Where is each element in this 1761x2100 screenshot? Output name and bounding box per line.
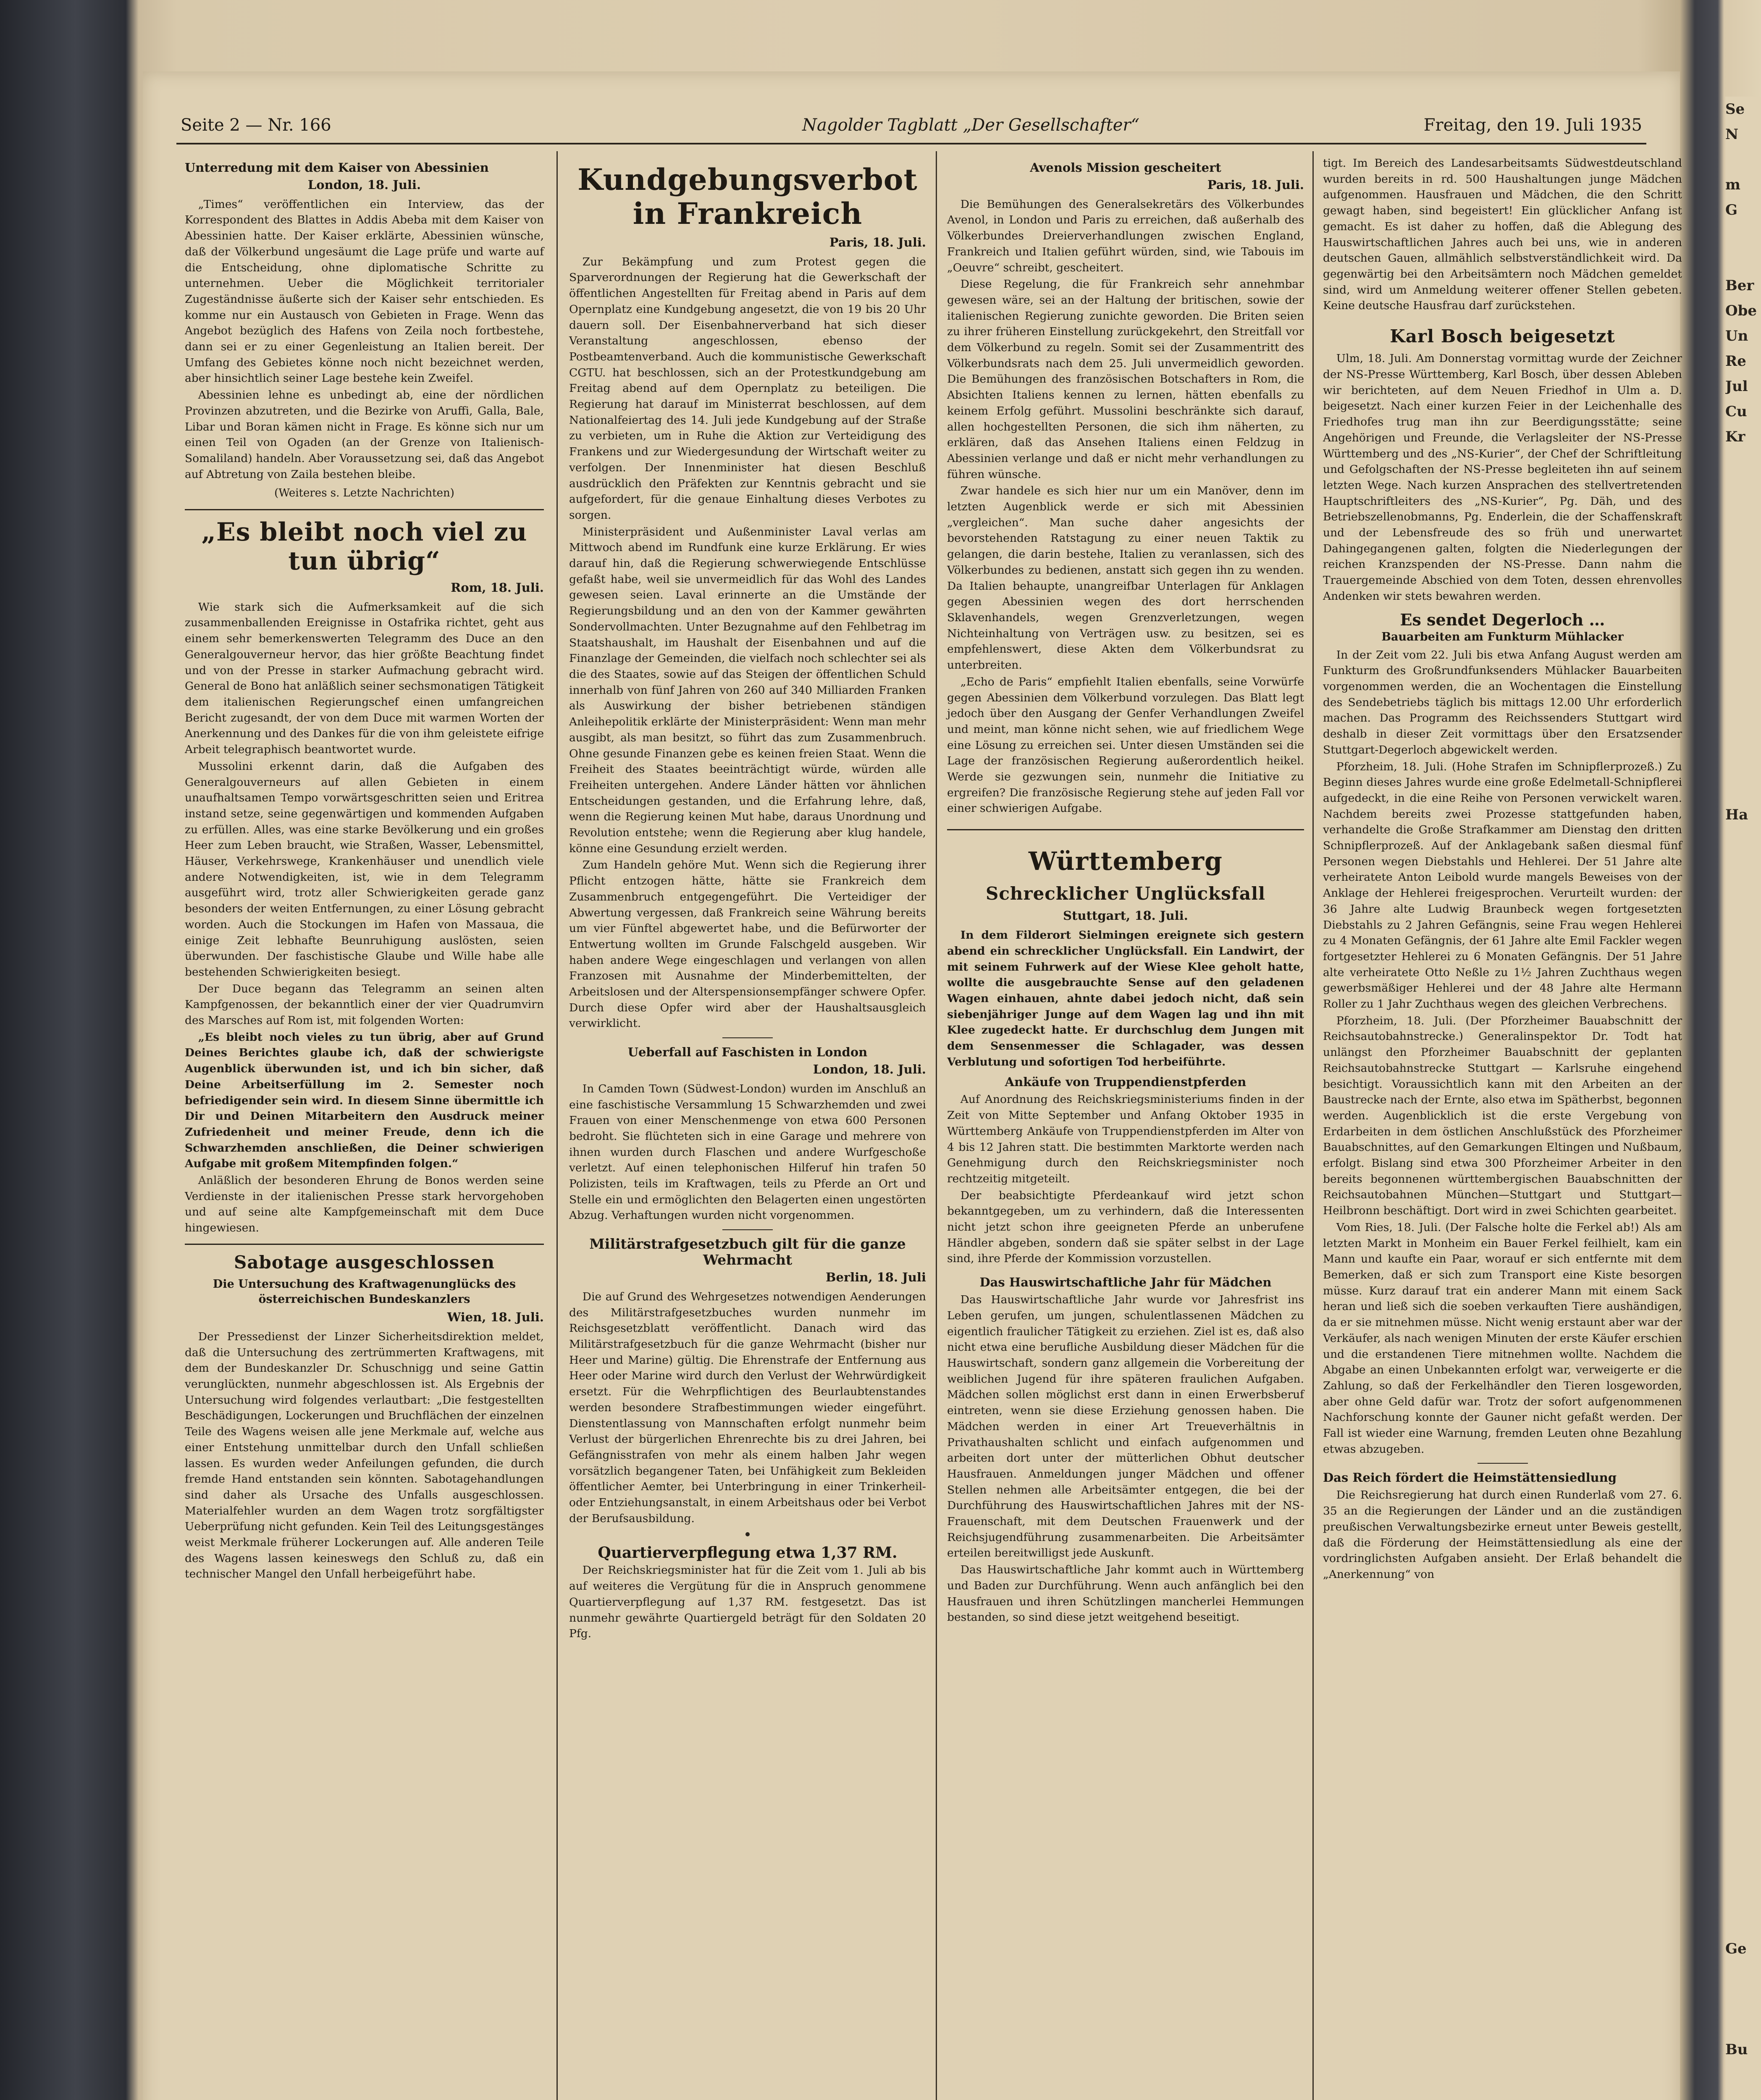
article-paragraph: Das Hauswirtschaftliche Jahr kommt auch in Württemberg und Baden zur Durchführung. Wenn auch anfänglich bei den Hausfrauen und ihren Schützlingen mancherlei Hemmungen bestanden, so sind diese jetzt weitgehend beseitigt. [947,1563,1304,1624]
article-paragraph: „Times“ veröffentlichen ein Interview, das der Korrespondent des Blattes in Addis Abeba mit dem Kaiser von Abessinien hatte. Der Kaiser erklärte, Abessinien wünsche, daß der Völkerbund ungesäumt die Lage prüfe und warte auf die Entscheidung, ohne diplomatische Schritte zu unternehmen. Ueber die Möglichkeit territorialer Zugeständnisse äußerte sich der Kaiser sehr entschieden. Es komme nur ein Austausch von Gebieten in Frage. Wenn das Angebot bezüglich des Hafens von Zeila noch fortbestehe, dann sei er zu einer Gegenleistung an Italien bereit. Der Umfang des Gebietes könne noch nicht bezeichnet werden, aber hinsichtlich seiner Lage bestehe kein Zweifel. [185,197,544,385]
article-headline: „Es bleibt noch viel zu tun übrig“ [201,517,528,576]
article-headline: Militärstrafgesetzbuch gilt für die ganze Wehrmacht [589,1236,906,1268]
article-paragraph: Der Duce begann das Telegramm an seinen alten Kampfgenossen, der bekanntlich einer der vier Quadrumvirn des Marsches auf Rom ist, mit folgenden Worten: [185,982,544,1027]
article-subheadline: Die Untersuchung des Kraftwagenunglücks des österreichischen Bundeskanzlers [213,1278,516,1306]
article-paragraph: Pforzheim, 18. Juli. (Hohe Strafen im Schnipflerprozeß.) Zu Beginn dieses Jahres wurde eine große Edelmetall-Schnipflerei aufgedeckt, in die eine Reihe von Personen verwickelt waren. Nachdem bereits zwei Prozesse stattgefunden haben, verhandelte die Große Strafkammer am Dienstag den dritten Schnipflerprozeß. Auf der Anklagebank saßen diesmal fünf Personen wegen Diebstahls und Hehlerei. Der 51 Jahre alte verheiratete Anton Leibold wurde mangels Beweises von der Anklage der Hehlerei freigesprochen. Verurteilt wurden: der 36 Jahre alte Ludwig Braunbeck wegen fortgesetzten Diebstahls zu 2 Jahren Gefängnis, seine Frau wegen Hehlerei zu 4 Monaten Gefängnis, der 61 Jahre alte Emil Fackler wegen fortgesetzter Hehlerei zu 6 Monaten Gefängnis. Der 51 Jahre alte verheiratete Otto Neßle zu 1½ Jahren Zuchthaus wegen gewerbsmäßiger Hehlerei und der 48 Jahre alte Hermann Roller zu 1 Jahr Zuchthaus wegen des gleichen Verbrechens. [1323,760,1682,1011]
article-headline: Ueberfall auf Faschisten in London [627,1045,868,1060]
edge-text-fragment [1725,248,1761,273]
article-paragraph: „Es bleibt noch vieles zu tun übrig, aber auf Grund Deines Berichtes glaube ich, daß der schwierigste Augenblick überwunden ist, und ich bin sicher, daß Deine Arbeitserfüllung im 2. Semester noch befriedigender sein wird. In diesem Sinne übermittle ich Dir und Deinen Mitarbeitern den Ausdruck meiner Zufriedenheit und meiner Freude, denn ich die Schwarzhemden anschließen, die Deiner schwierigen Aufgabe mit großem Mitempfinden folgen.“ [185,1030,544,1171]
edge-text-fragment [1725,1558,1761,1583]
edge-text-fragment [1725,1331,1761,1357]
edge-text-fragment [1725,147,1761,172]
edge-text-fragment [1725,979,1761,1004]
column-2 [569,155,926,1643]
article-headline: Karl Bosch beigesetzt [1390,326,1615,347]
article-subheadline: Bauarbeiten am Funkturm Mühlacker [1381,630,1624,643]
edge-text-fragment [1725,1533,1761,1558]
dateline: London, 18. Juli. [813,1062,926,1077]
header-page-number: Seite 2 — Nr. 166 [181,116,331,135]
dateline: London, 18. Juli. [307,178,421,192]
edge-text-fragment [1725,1810,1761,1835]
article-paragraph: Der Reichskriegsminister hat für die Zeit vom 1. Juli ab bis auf weiteres die Vergütung für die in Anspruch genommene Quartierverpflegung auf 1,37 RM. festgesetzt. Das ist nunmehr gewährte Quartiergeld beträgt für den Soldaten 20 Pfg. [569,1564,926,1641]
article-paragraph: Zum Handeln gehöre Mut. Wenn sich die Regierung ihrer Pflicht entzogen hätte, hätte sie Frankreich dem Zusammenbruch entgegengeführt. Die Verteidiger der Abwertung vergessen, daß Frankreich seine Währung bereits um vier Fünftel abgewertet habe, und die Befürworter der Entwertung wollten im Grunde Falschgeld ausgeben. Wir haben andere Wege eingeschlagen und verlangen von allen Franzosen mit Ausnahme der Minderbemittelten, der Arbeitslosen und der Alterspensionsempfänger schwere Opfer. Durch diese Opfer wird aber der Haushaltsausgleich verwirklicht. [569,858,926,1030]
edge-text-fragment [1725,1029,1761,1054]
article-paragraph: Zwar handele es sich hier nur um ein Manöver, denn im letzten Augenblick werde er sich mit Abessinien „vergleichen“. Man suche daher angesichts der bevorstehenden Ratstagung zu einer neuen Taktik zu gelangen, die darin bestehe, Italien zu veranlassen, sich des Völkerbundes zu bedienen, anstatt sich gegen ihn zu wenden. Da Italien behaupte, unangreifbar Unterlagen für Anklagen gegen Abessinien wegen des dort herrschenden Sklavenhandels, wegen Grenzverletzungen, wegen Nichteinhaltung von Verträgen usw. zu besitzen, sei es empfehlenswert, diese Akten dem Völkerbundsrat zu unterbreiten. [947,484,1304,672]
edge-text-fragment: Un [1725,328,1748,344]
dateline: Paris, 18. Juli. [1207,178,1304,192]
edge-text-fragment [1725,1054,1761,1079]
edge-text-fragment [1725,853,1761,878]
separator-rule [1478,1463,1528,1464]
edge-text-fragment [1725,1457,1761,1483]
edge-text-fragment: Jul [1725,378,1748,395]
edge-text-fragment [1725,1382,1761,1407]
column-divider [936,151,937,2100]
article-paragraph: Abessinien lehne es unbedingt ab, eine der nördlichen Provinzen abzutreten, und die Bezirke von Aruffi, Galla, Bale, Libar und Boran kämen nicht in Frage. Es könne sich nur um einen Teil von Ogaden (an der Grenze von Italienisch-Somaliland) handeln. Aber Voraussetzung sei, daß das Angebot auf Abtretung von Zaila bestehen bleibe. [185,388,544,481]
book-spine [0,0,126,2100]
article-paragraph: „Echo de Paris“ empfiehlt Italien ebenfalls, seine Vorwürfe gegen Abessinien dem Völkerbund vorzulegen. Das Blatt legt jedoch über den Ausgang der Genfer Verhandlungen Zweifel und meint, man könne nicht sehen, wie auf friedlichem Wege eine Lösung zu erreichen sei. Unter diesen Umständen sei die Lage der französischen Regierung außerordentlich heikel. Werde sie gezwungen sein, nunmehr die Initiative zu ergreifen? Die französische Regierung stehe auf jeden Fall vor einer schwierigen Aufgabe. [947,675,1304,815]
edge-text-fragment [1725,1407,1761,1432]
edge-text-fragment [1725,878,1761,903]
edge-text-fragment [1725,1709,1761,1735]
edge-text-fragment: Bu [1725,2041,1748,2058]
edge-text-fragment [1725,1079,1761,1105]
article-paragraph: Mussolini erkennt darin, daß die Aufgaben des Generalgouverneurs auf allen Gebieten in einem unaufhaltsamen Tempo vorwärtsgeschritten seien und Eritrea instand setze, seine gegenwärtigen und kommenden Aufgaben zu erfüllen. Alles, was eine starke Bevölkerung und ein großes Heer zum Leben braucht, wie Straßen, Wasser, Lebensmittel, Häuser, Verkehrswege, Krankenhäuser und unendlich viele andere Notwendigkeiten, ist, wie in dem Telegramm ausgeführt wird, trotz aller Schwierigkeiten gerade ganz besonders der weiten Entfernungen, zu einer Lösung gebracht worden. Auch die Stockungen im Hafen von Massaua, die einige Zeit lebhafte Beunruhigung auslösten, seien überwunden. Der faschistische Glaube und Wille habe alle bestehenden Schwierigkeiten besiegt. [185,759,544,979]
edge-text-fragment [1725,1961,1761,1987]
section-heading: Württemberg [1029,847,1223,877]
edge-text-fragment [1725,1760,1761,1785]
article-paragraph: Das Hauswirtschaftliche Jahr wurde vor Jahresfrist ins Leben gerufen, um jungen, schulentlassenen Mädchen zu eigentlich fraulicher Tätigkeit zu erziehen. Ziel ist es, daß also nicht etwa eine berufliche Ausbildung dieser Mädchen für die Hauswirtschaft, sondern ganz allgemein die Vorbereitung der weiblichen Jugend für ihre späteren fraulichen Aufgaben. Mädchen sollen möglichst erst dann in einen Erwerbsberuf eintreten, wenn sie diese Erziehung genossen haben. Die Mädchen werden in einer Art Treueverhältnis in Privathaushalten schlicht und einfach aufgenommen und arbeiten dort unter der mütterlichen Obhut deutscher Hausfrauen. Anmeldungen junger Mädchen und offener Stellen nehmen alle Arbeitsämter entgegen, die bei der Durchführung des Hauswirtschaftlichen Jahres mit der NS-Frauenschaft, mit dem Deutschen Frauenwerk und der Reichsjugendführung zusammenarbeiten. Die Arbeitsämter erteilen bereitwilligst jede Auskunft. [947,1293,1304,1560]
edge-text-fragment [1725,777,1761,802]
edge-text-fragment [1725,1105,1761,1130]
article-headline: Quartierverpflegung etwa 1,37 RM. [598,1544,898,1562]
page-header [181,116,1642,141]
article-headline: Avenols Mission gescheitert [1030,160,1221,175]
edge-text-fragment [1725,727,1761,752]
article-paragraph: Ministerpräsident und Außenminister Laval verlas am Mittwoch abend im Rundfunk eine kurze Erklärung. Er wies darauf hin, daß die Regierung schwerwiegende Entschlüsse gefaßt habe, weil sie unvermeidlich für das Wohl des Landes gewesen seien. Laval erinnerte an die Umstände der Regierungsbildung und an den von der Kammer gewährten Sondervollmachten. Unter Bezugnahme auf den Fehlbetrag im Staatshaushalt, im Haushalt der Eisenbahnen und auf die Finanzlage der Gemeinden, die vielfach noch schlechter sei als die des Staates, sowie auf das Steigen der öffentlichen Schuld innerhalb von fünf Jahren von 260 auf 340 Milliarden Franken als Auswirkung der bisher betriebenen ständigen Anleihepolitik erklärte der Ministerpräsident: Wenn man mehr ausgibt, als man besitzt, so führt das zum Zusammenbruch. Ohne gesunde Finanzen gebe es keinen freien Staat. Wenn die Freiheit des Staates beeinträchtigt würde, würden alle Freiheiten untergehen. Andere Länder hätten vor ähnlichen Entscheidungen gestanden, und die Erfahrung lehre, daß, wenn die Regierung keinen Mut habe, daraus Unordnung und Revolution entstehe; wenn die Regierung aber klug handele, könne eine Gesundung erzielt werden. [569,525,926,855]
article-headline: Schrecklicher Unglücksfall [986,883,1265,904]
column-divider [556,151,558,2100]
edge-text-fragment [1725,928,1761,953]
edge-text-fragment [1725,1684,1761,1709]
edge-text-fragment: m [1725,176,1740,193]
separator-rule [185,509,544,510]
edge-text-fragment [1725,1987,1761,2012]
edge-text-fragment [1725,1609,1761,1634]
column-1 [185,155,544,1583]
edge-text-fragment [1725,1256,1761,1281]
edge-text-fragment [1725,701,1761,727]
article-paragraph: Der beabsichtigte Pferdeankauf wird jetzt schon bekanntgegeben, um zu verhindern, daß die Interessenten nicht jetzt schon ihre geeigneten Pferde an unberufene Händler abgeben, sondern daß sie später selbst in der Lage sind, ihre Pferde der Kommission vorzustellen. [947,1189,1304,1265]
edge-text-fragment [1725,1155,1761,1180]
edge-text-fragment: Cu [1725,403,1747,420]
edge-text-fragment [1725,1483,1761,1508]
column-divider [1312,151,1314,2100]
edge-text-fragment [1725,1659,1761,1684]
article-paragraph: Vom Ries, 18. Juli. (Der Falsche holte die Ferkel ab!) Als am letzten Markt in Monheim ein Bauer Ferkel feilhielt, kam ein Mann und kaufte ein Paar, worauf er sich entfernte mit dem Bemerken, daß er sich zum Transport eine Kiste besorgen müsse. Kurz darauf trat ein anderer Mann mit einem Sack heran und ließ sich die soeben verkauften Tiere aushändigen, da er sie mitnehmen müsse. Nicht wenig erstaunt aber war der Verkäufer, als nach wenigen Minuten der erste Käufer erschien und die erstandenen Tiere mitnehmen wollte. Nachdem die Abgabe an einen Unbekannten erfolgt war, verweigerte er die Zahlung, so daß der Ferkelhändler den Tieren losgeworden, aber ohne Geld dafür war. Trotz der sofort aufgenommenen Nachforschung konnte der Gauner nicht gefaßt werden. Der Fall ist wieder eine Warnung, fremden Leuten ohne Bezahlung etwas abzugeben. [1323,1221,1682,1456]
edge-text-fragment [1725,500,1761,525]
edge-text-fragment [1725,1508,1761,1533]
edge-text-fragment [1725,223,1761,248]
edge-text-fragment: Re [1725,353,1746,370]
edge-text-fragment [1725,1432,1761,1457]
header-masthead: Nagolder Tagblatt „Der Gesellschafter“ [802,116,1139,135]
article-headline: Unterredung mit dem Kaiser von Abessinien [185,160,489,175]
edge-text-fragment [1725,525,1761,550]
edge-text-fragment [1725,475,1761,500]
edge-text-fragment [1725,1130,1761,1155]
edge-text-fragment [1725,2012,1761,2037]
edge-text-fragment [1725,1785,1761,1810]
edge-text-fragment [1725,1281,1761,1306]
article-paragraph: Pforzheim, 18. Juli. (Der Pforzheimer Bauabschnitt der Reichsautobahnstrecke.) Generalinspektor Dr. Todt hat unlängst den Pforzheimer Bauabschnitt der geplanten Reichsautobahnstrecke Stuttgart — Karlsruhe eingehend besichtigt. Voraussichtlich kann mit den Arbeiten an der Baustrecke nach der Ernte, also etwa im Spätherbst, begonnen werden. Augenblicklich ist die erste Vergebung von Erdarbeiten in dem östlichen Anschlußstück des Pforzheimer Bauabschnittes, auf den Gemarkungen Eltingen und Nußbaum, erfolgt. Bislang sind etwa 300 Pforzheimer Arbeiter in den bereits begonnenen württembergischen Bauabschnitten der Reichsautobahnen München—Stuttgart und Stuttgart—Heilbronn beschäftigt. Dort wird in zwei Schichten gearbeitet. [1323,1014,1682,1218]
edge-text-fragment [1725,676,1761,701]
edge-text-fragment [1725,1634,1761,1659]
edge-text-fragment [1725,1835,1761,1861]
edge-text-fragment: N [1725,126,1739,143]
edge-text-fragment: Se [1725,101,1745,118]
separator-rule [722,1037,773,1038]
edge-text-fragment: Kr [1725,428,1745,445]
edge-text-fragment [1725,626,1761,651]
dateline: Wien, 18. Juli. [447,1310,544,1325]
dateline: Rom, 18. Juli. [451,580,544,595]
header-rule [176,143,1646,144]
article-paragraph: In der Zeit vom 22. Juli bis etwa Anfang August werden am Funkturm des Großrundfunksenders Mühlacker Bauarbeiten vorgenommen werden, die an Wochentagen die Einstellung des Sendebetriebs täglich bis mittags 12.00 Uhr erforderlich machen. Das Programm des Reichssenders Stuttgart wird deshalb in dieser Zeit vormittags über den Ersatzsender Stuttgart-Degerloch abgewickelt werden. [1323,648,1682,756]
header-date: Freitag, den 19. Juli 1935 [1423,116,1642,135]
edge-text-fragment [1725,1886,1761,1911]
edge-text-fragment [1725,752,1761,777]
edge-text-fragment [1725,827,1761,853]
article-paragraph: tigt. Im Bereich des Landesarbeitsamts Südwestdeutschland wurden bereits in rd. 500 Haushaltungen junge Mädchen aufgenommen. Hausfrauen und Mädchen, die den Schritt gewagt haben, sind begeistert! Ein glücklicher Anfang ist gemacht. Es ist daher zu hoffen, daß die Ablegung des Hauswirtschaftlichen Jahres auch bei uns, wie in anderen deutschen Gauen, allmählich selbstverständlichkeit wird. Da gegenwärtig bei den Arbeitsämtern noch Mädchen gemeldet sind, wird um Anmeldung weiterer offener Stellen gebeten. Keine deutsche Hausfrau darf zurückstehen. [1323,157,1682,312]
edge-text-fragment: G [1725,202,1738,218]
article-paragraph: Diese Regelung, die für Frankreich sehr annehmbar gewesen wäre, sei an der Haltung der britischen, sowie der italienischen Regierung zunichte geworden. Die Briten seien zu ihrer früheren Einstellung zurückgekehrt, den Streitfall vor dem Völkerbund zu regeln. Somit sei der Zusammentritt des Völkerbundsrats nach dem 25. Juli unvermeidlich geworden. Die Bemühungen des französischen Botschafters in Rom, die Absichten Italiens kennen zu lernen, hätten ebenfalls zu keinem Erfolg geführt. Mussolini beschränkte sich darauf, allen hochgestellten Personen, die sich ihm näherten, zu erklären, daß das Ansehen Italiens einen Feldzug in Abessinien verlange und daß er nicht mehr verhandlungen zu führen wünsche. [947,278,1304,481]
article-headline: Das Hauswirtschaftliche Jahr für Mädchen [979,1275,1272,1290]
article-paragraph: In Camden Town (Südwest-London) wurden im Anschluß an eine faschistische Versammlung 15 Schwarzhemden und zwei Frauen von einer Menschenmenge von etwa 600 Personen bedroht. Sie flüchteten sich in eine Garage und mehrere von ihnen wurden durch Flaschen und andere Wurfgeschoße verletzt. Auf einen telephonischen Hilferuf hin trafen 50 Polizisten, teils im Kraftwagen, teils zu Pferde an Ort und Stelle ein und ermöglichten den Belagerten einen ungestörten Abzug. Verhaftungen wurden nicht vorgenommen. [569,1082,926,1222]
edge-text-fragment [1725,1180,1761,1205]
edge-text-fragment [1725,953,1761,979]
article-headline: Kundgebungsverbot in Frankreich [577,162,918,231]
article-paragraph: In dem Filderort Sielmingen ereignete sich gestern abend ein schrecklicher Unglücksfall. Ein Landwirt, der mit seinem Fuhrwerk auf der Wiese Klee geholt hatte, wollte die ausgebrauchte Sense auf den geladenen Wagen einhauen, ahnte dabei jedoch nicht, daß sein siebenjähriger Junge auf dem Wagen lag und ihn mit Klee zugedeckt hatte. Er durchschlug dem Jungen mit dem Sensenmesser die Schlagader, was dessen Verblutung und sofortigen Tod herbeiführte. [947,929,1304,1068]
edge-text-fragment [1725,1306,1761,1331]
edge-text-fragment [1725,651,1761,676]
dateline: Stuttgart, 18. Juli. [1063,908,1188,923]
edge-text-fragment [1725,903,1761,928]
column-4 [1323,155,1682,1583]
article-paragraph: Die auf Grund des Wehrgesetzes notwendigen Aenderungen des Militärstrafgesetzbuches wurden nunmehr im Reichsgesetzblatt veröffentlicht. Danach wird das Militärstrafgesetzbuch für die ganze Wehrmacht (bisher nur Heer und Marine) gültig. Die Ehrenstrafe der Entfernung aus Heer oder Marine wird durch den Verlust der Wehrwürdigkeit ersetzt. Für die Wehrpflichtigen des Beurlaubtenstandes werden besondere Strafbestimmungen wieder eingeführt. Dienstentlassung von Mannschaften erfolgt nunmehr beim Verlust der bürgerlichen Ehrenrechte bis zu drei Jahren, bei Gefängnisstrafen von mehr als einem halben Jahr wegen vorsätzlich begangener Taten, bei Unfähigkeit zum Bekleiden öffentlicher Aemter, bei Unterbringung in einer Trinkerheil- oder Entziehungsanstalt, in einem Arbeitshaus oder bei Verbot der Berufsausbildung. [569,1290,926,1525]
dateline: Paris, 18. Juli. [829,235,926,249]
cross-reference: (Weiteres s. Letzte Nachrichten) [274,487,454,500]
edge-text-fragment [1725,1004,1761,1029]
article-paragraph: Ulm, 18. Juli. Am Donnerstag vormittag wurde der Zeichner der NS-Presse Württemberg, Karl Bosch, über dessen Ableben wir berichteten, auf dem Neuen Friedhof in Ulm a. D. beigesetzt. Nach einer kurzen Feier in der Leichenhalle des Friedhofes trug man ihn zur Beerdigungsstätte; seine Angehörigen und Freunde, die Verlagsleiter der NS-Presse Württemberg und des „NS-Kurier“, der Chef der Schriftleitung und Gefolgschaften der NS-Presse begleiteten ihn auf seinem letzten Wege. Nach kurzen Ansprachen des stellvertretenden Hauptschriftleiters des „NS-Kurier“, Pg. Däh, und des Betriebszellenobmanns, Pg. Enderlein, die der Schaffenskraft und der Lebensfreude des so früh und unerwartet Dahingegangenen galten, folgten die Niederlegungen der reichen Kranzspenden der NS-Presse. Dann nahm die Trauergemeinde Abschied von dem Toten, dessen ehrenvolles Andenken wir stets bewahren werden. [1323,352,1682,603]
article-headline: Ankäufe von Truppendienstpferden [1005,1075,1247,1089]
article-paragraph: Wie stark sich die Aufmerksamkeit auf die sich zusammenballenden Ereignisse in Ostafrika richtet, geht aus einem sehr bemerkenswerten Telegramm des Duce an den Generalgouverneur hervor, das hier größte Beachtung findet und von der Presse in starker Aufmachung gebracht wird. General de Bono hat anläßlich seiner sechsmonatigen Tätigkeit dem italienischen Regierungschef einen umfangreichen Bericht zugesandt, der von dem Duce mit warmen Worten der Anerkennung und des Dankes für die von ihm geleistete eifrige Arbeit telegraphisch beantwortet wurde. [185,600,544,756]
edge-text-fragment [1725,1583,1761,1609]
edge-text-fragment [1725,550,1761,575]
edge-text-fragment [1725,1735,1761,1760]
edge-text-fragment [1725,575,1761,601]
article-paragraph: Die Bemühungen des Generalsekretärs des Völkerbundes Avenol, in London und Paris zu erreichen, daß außerhalb des Völkerbundes Dreierverhandlungen zwischen England, Frankreich und Italien geführt würden, sind, wie Tabouis im „Oeuvre“ schreibt, gescheitert. [947,197,1304,274]
article-headline: Das Reich fördert die Heimstättensiedlung [1323,1470,1617,1485]
column-3 [947,155,1304,1626]
edge-text-fragment: Ha [1725,806,1748,823]
edge-text-fragment [1725,1357,1761,1382]
edge-text-fragment: Ber [1725,277,1754,294]
edge-text-fragment: Obe [1725,302,1757,319]
edge-text-fragment [1725,601,1761,626]
article-headline: Sabotage ausgeschlossen [234,1252,495,1273]
article-headline: Es sendet Degerloch … [1400,610,1605,629]
separator-rule [947,829,1304,830]
article-paragraph: Auf Anordnung des Reichskriegsministeriums finden in der Zeit von Mitte September und Anfang Oktober 1935 in Württemberg Ankäufe von Truppendienstpferden im Alter von 4 bis 12 Jahren statt. Die bestimmten Marktorte werden nach Genehmigung durch den Reichskriegsminister noch rechtzeitig mitgeteilt. [947,1093,1304,1185]
separator-dot [745,1532,750,1536]
edge-text-fragment [1725,449,1761,475]
dateline: Berlin, 18. Juli [826,1270,926,1285]
separator-rule [722,1229,773,1230]
article-paragraph: Die Reichsregierung hat durch einen Runderlaß vom 27. 6. 35 an die Regierungen der Länder und an die zuständigen preußischen Verwaltungsbezirke erneut unter Beweis gestellt, daß die Förderung der Heimstättensiedlung als eine der vordringlichsten Aufgaben ansieht. Der Erlaß behandelt die „Anerkennung“ von [1323,1488,1682,1581]
separator-rule [185,1244,544,1245]
article-paragraph: Der Pressedienst der Linzer Sicherheitsdirektion meldet, daß die Untersuchung des zertrümmerten Kraftwagens, mit dem der Bundeskanzler Dr. Schuschnigg und seine Gattin verunglückten, nunmehr abgeschlossen ist. Als Ergebnis der Untersuchung wird folgendes verlautbart: „Die festgestellten Beschädigungen, Lockerungen und Bruchflächen der einzelnen Teile des Wagens weisen alle jene Merkmale auf, welche aus einer Entstehung unmittelbar durch den Unfall schließen lassen. Es wurden weder Anfeilungen gefunden, die durch fremde Hand entstanden sein könnten. Sabotagehandlungen sind daher als Ursache des Unfalls ausgeschlossen. Materialfehler wurden an dem Wagen trotz sorgfältigster Ueberprüfung nicht gefunden. Kein Teil des Leitungsgestänges weist Merkmale früherer Lockerungen auf. Alle anderen Teile des Wagens lassen keineswegs den Schluß zu, daß ein technischer Mangel den Unfall herbeigeführt habe. [185,1330,544,1581]
article-paragraph: Anläßlich der besonderen Ehrung de Bonos werden seine Verdienste in der italienischen Presse stark hervorgehoben und auf seine alte Kampfgemeinschaft mit dem Duce hingewiesen. [185,1174,544,1235]
edge-text-fragment [1725,1231,1761,1256]
edge-text-fragment [1725,1861,1761,1886]
next-page-edge [1725,97,1761,2100]
edge-text-fragment: Ge [1725,1940,1747,1957]
edge-text-fragment [1725,1911,1761,1936]
edge-text-fragment [1725,1205,1761,1231]
article-paragraph: Zur Bekämpfung und zum Protest gegen die Sparverordnungen der Regierung hat die Gewerkschaft der öffentlichen Angestellten für Freitag abend in Paris auf dem Opernplatz eine Kundgebung angesetzt, die von 19 bis 20 Uhr dauern soll. Der Eisenbahnerverband hat sich dieser Veranstaltung angeschlossen, ebenso der Postbeamtenverband. Auch die kommunistische Gewerkschaft CGTU. hat beschlossen, sich an der Protestkundgebung am Freitag abend auf dem Opernplatz zu beteiligen. Die Regierung hat darauf im Ministerrat beschlossen, auf dem Nationalfeiertag des 14. Juli jede Kundgebung auf der Straße zu verbieten, um in Ruhe die Aktion zur Verteidigung des Frankens und zur Wiedergesundung der Wirtschaft weiter zu verfolgen. Der Innenminister hat diesen Beschluß ausdrücklich den Präfekten zur Kenntnis gebracht und sie aufgefordert, für die genaue Einhaltung dieses Verbotes zu sorgen. [569,255,926,522]
